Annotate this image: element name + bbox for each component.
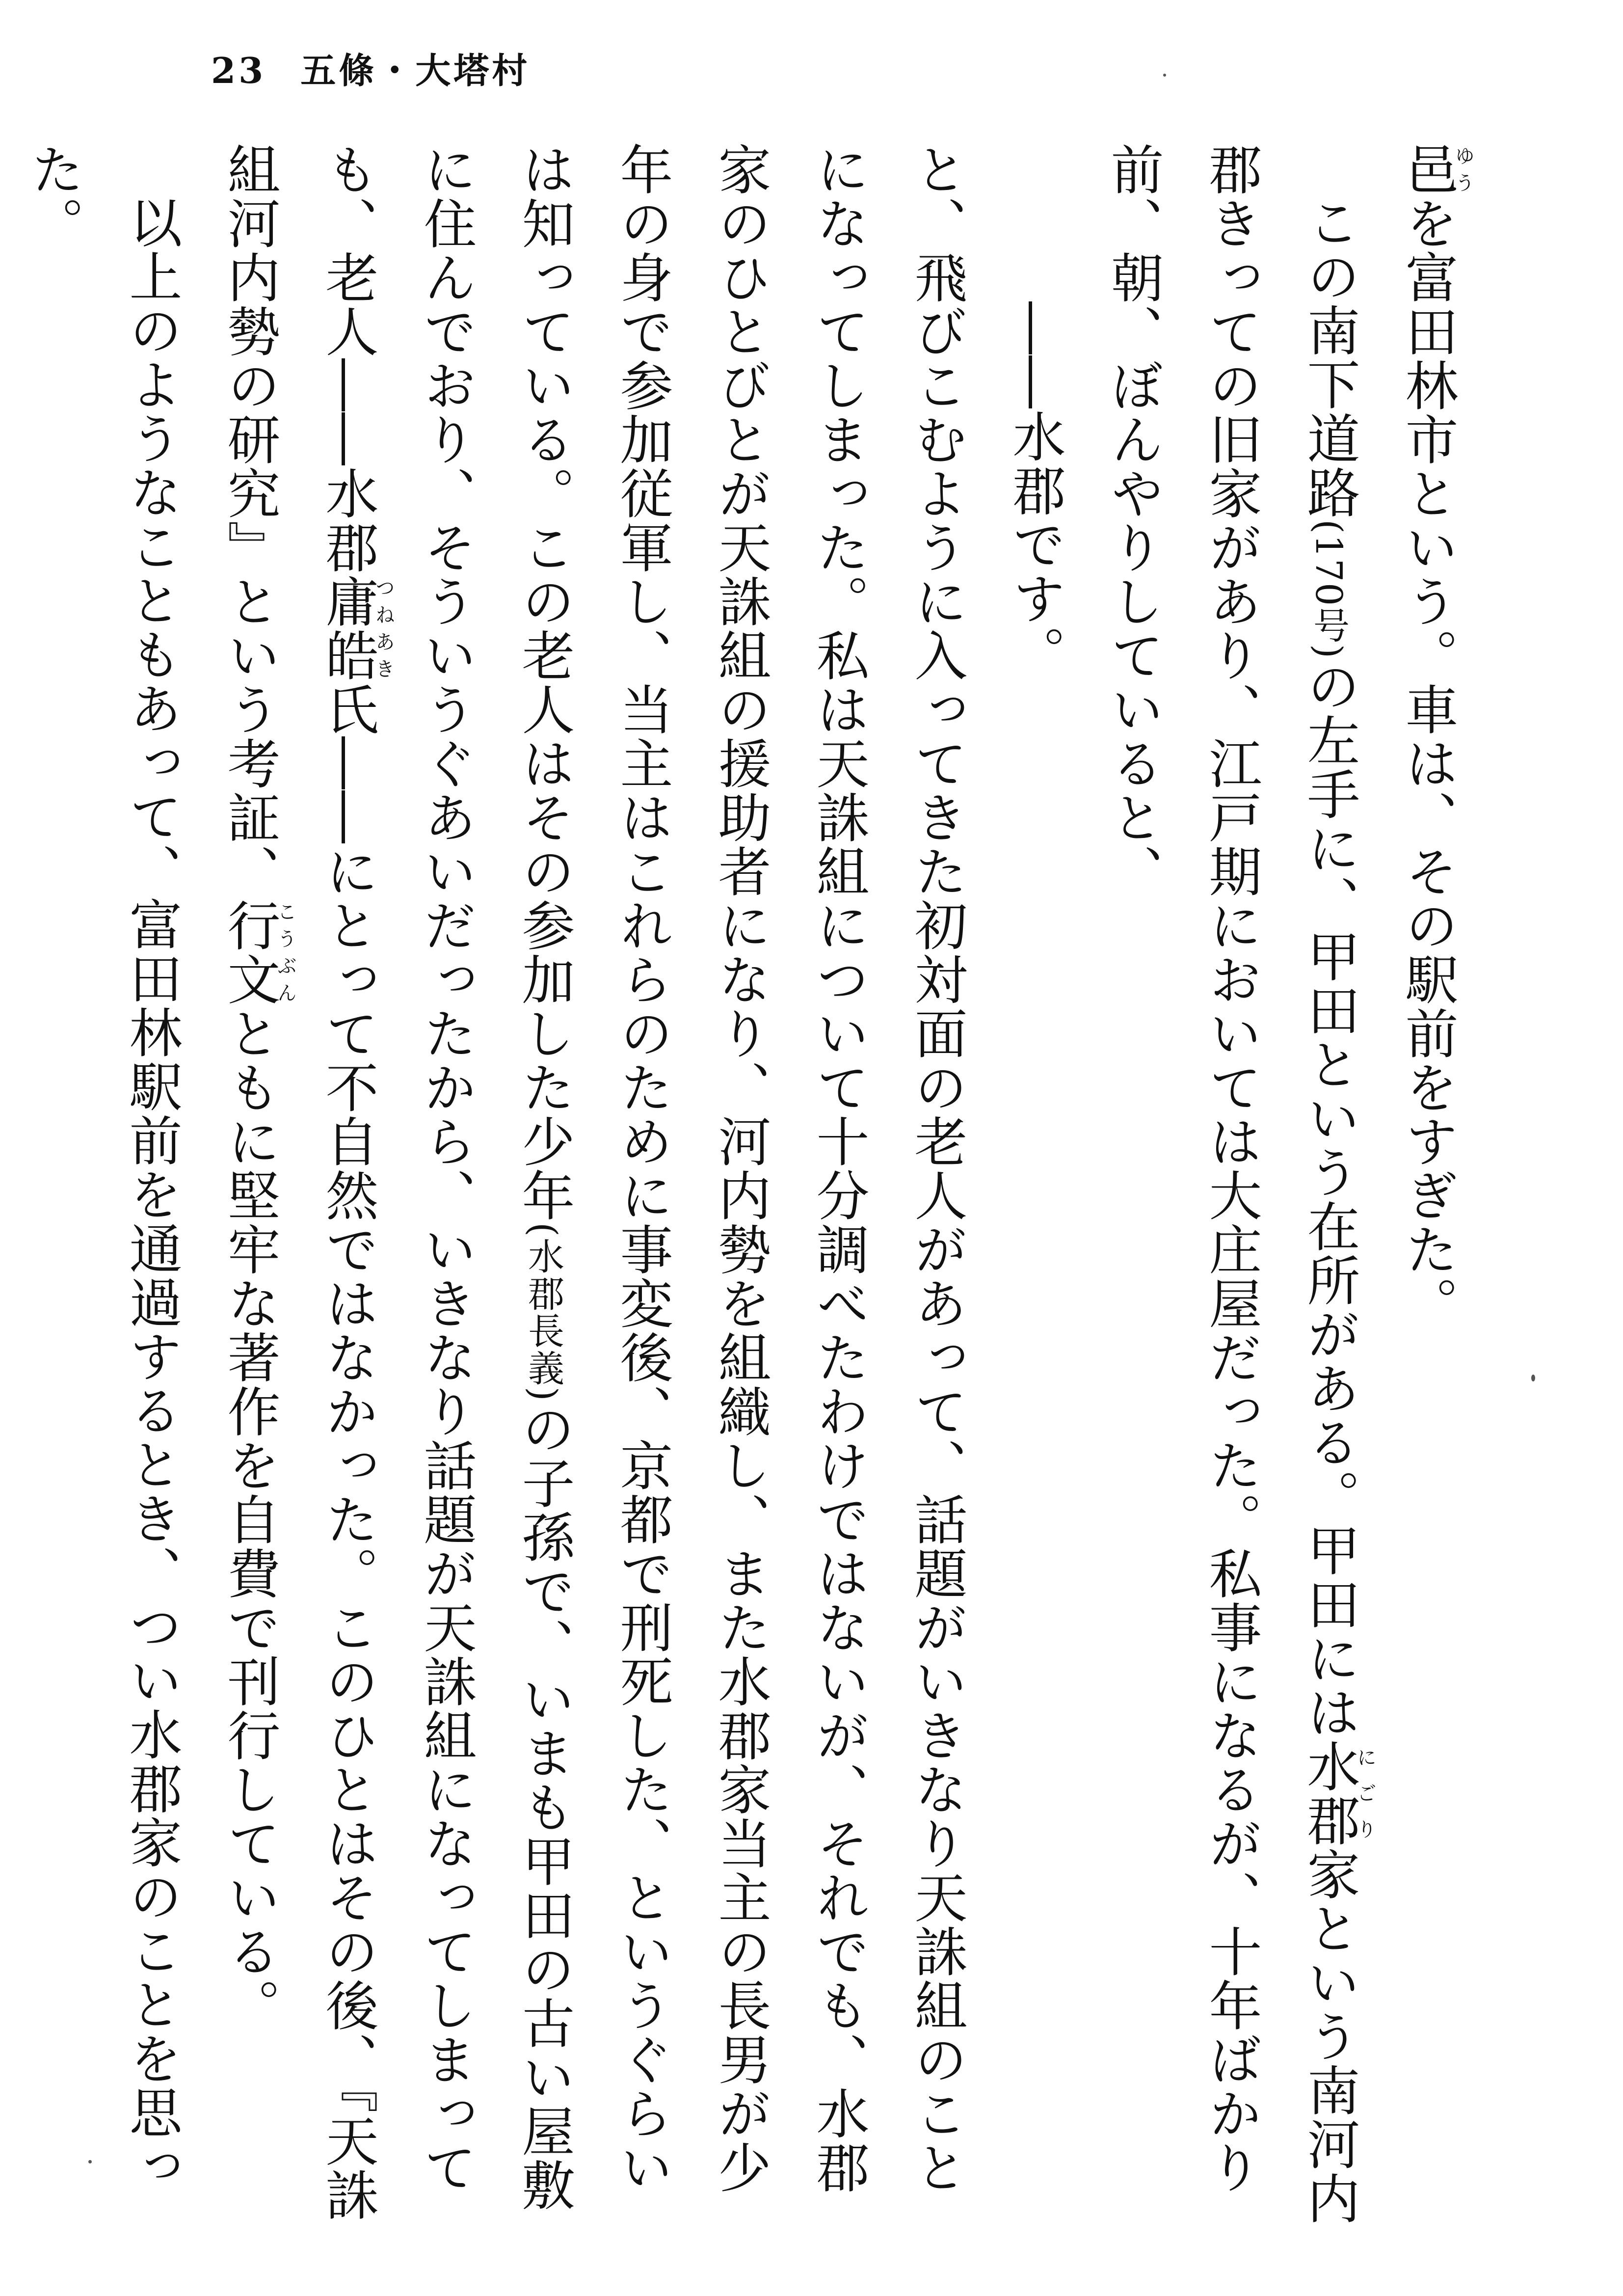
quoted-speech: ――水郡です。 [1004, 301, 1065, 679]
scan-speck [88, 2160, 92, 2163]
ruby-word: 行文こうぶん [218, 898, 297, 1006]
page-number: 23 [211, 50, 266, 91]
scan-speck [1531, 1375, 1535, 1381]
paragraph: 以上のようなこともあって、富田林駅前を通過するとき、つい水郡家のことを思った。 [22, 142, 182, 2193]
ruby-word: 邑ゆう [1396, 142, 1475, 196]
chapter-title: 五條・大塔村 [300, 50, 531, 91]
inline-note: (170号) [1307, 519, 1350, 659]
paragraph: この南下道路(170号)の左手に、甲田という在所がある。甲田には水郡にごり家という南河内郡きっての旧家があり、江戸期においては大庄屋だった。私事になるが、十年ばかり前、朝、ぼんやりしていると、 [1102, 142, 1377, 2225]
vertical-body-text [22, 142, 1476, 2229]
scan-speck [1163, 74, 1166, 77]
inline-note: (水郡長義) [522, 1222, 564, 1402]
paragraph: 邑ゆうを富田林市という。車は、その駅前をすぎた。 [1396, 142, 1475, 1330]
paragraph [0, 142, 3, 2229]
ruby-word: 水郡にごり [1298, 1739, 1377, 1847]
running-head [211, 42, 530, 93]
paragraph: と、飛びこむように入ってきた初対面の老人があって、話題がいきなり天誅組のことになってしまった。私は天誅組について十分調べたわけではないが、それでも、水郡家のひとびとが天誅組の援助者になり、河内勢を組織し、また水郡家当主の長男が少年の身で参加従軍し、当主はこれらのために事変後、京都で刑死した、というぐらいは知っている。この老人はその参加した少年(水郡長義)の子孫で、いまも甲田の古い屋敷に住んでおり、そういうぐあいだったから、いきなり話題が天誅組になってしまっても、老人――水郡庸皓つねあき氏――にとって不自然ではなかった。このひとはその後、『天誅組河内勢の研究』という考証、行文こうぶんともに堅牢な著作を自費で刊行している。 [218, 142, 967, 2222]
ruby-word: 庸皓つねあき [317, 574, 395, 682]
